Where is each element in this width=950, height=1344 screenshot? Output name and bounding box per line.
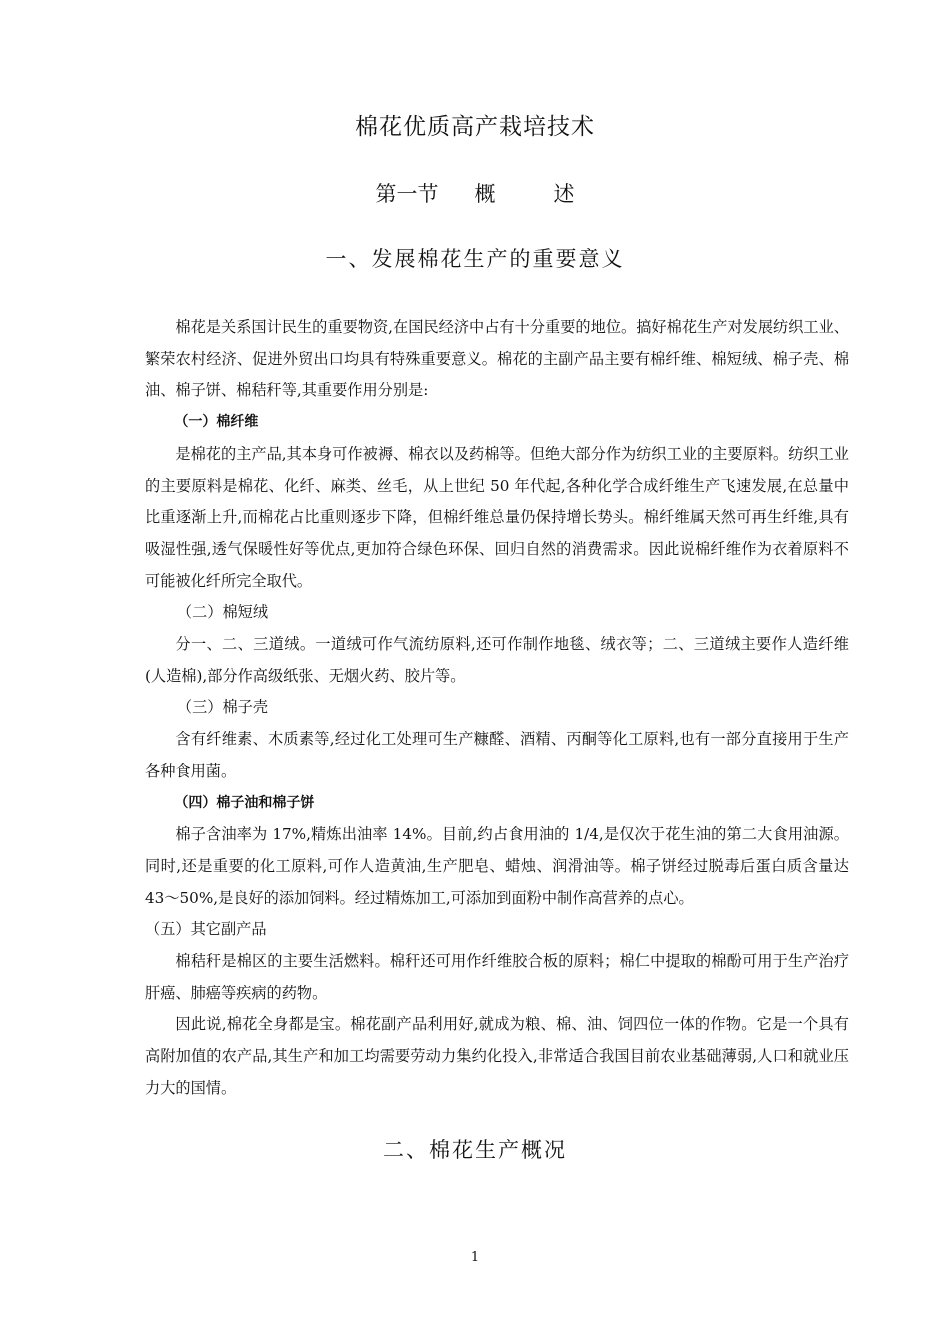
heading-importance: 一、发展棉花生产的重要意义 — [325, 247, 625, 271]
item-heading-hull: （三）棉子壳 — [176, 698, 269, 717]
heading-overview: 二、棉花生产概况 — [383, 1138, 567, 1162]
intro-paragraph: 棉花是关系国计民生的重要物资,在国民经济中占有十分重要的地位。搞好棉花生产对发展纺织工业、繁荣农村经济、促进外贸出口均具有特殊重要意义。棉花的主副产品主要有棉纤维、棉短绒、棉子壳、棉油、棉子饼、棉秸秆等,其重要作用分别是: — [145, 318, 849, 400]
section-word-1: 概 — [474, 182, 496, 206]
item-text-oil-cake: 棉子含油率为 17%,精炼出油率 14%。目前,约占食用油的 1/4,是仅次于花生油的第二大食用油源。同时,还是重要的化工原料,可作人造黄油,生产肥皂、蜡烛、润滑油等。棉子饼经过脱毒后蛋白质含量达 43～50%,是良好的添加饲料。经过精炼加工,可添加到面粉中制作高营养的点心。 — [145, 825, 849, 907]
conclusion-paragraph: 因此说,棉花全身都是宝。棉花副产品利用好,就成为粮、棉、油、饲四位一体的作物。它是一个具有高附加值的农产品,其生产和加工均需要劳动力集约化投入,非常适合我国目前农业基础薄弱,人口和就业压力大的国情。 — [145, 1015, 849, 1097]
document-title: 棉花优质高产栽培技术 — [355, 114, 595, 140]
item-heading-other: （五）其它副产品 — [145, 920, 267, 939]
item-text-other: 棉秸秆是棉区的主要生活燃料。棉秆还可用作纤维胶合板的原料；棉仁中提取的棉酚可用于生产治疗肝癌、肺癌等疾病的药物。 — [145, 952, 849, 1002]
item-text-linter: 分一、二、三道绒。一道绒可作气流纺原料,还可作制作地毯、绒衣等；二、三道绒主要作人造纤维(人造棉),部分作高级纸张、无烟火药、胶片等。 — [145, 635, 849, 685]
page-number: 1 — [470, 1250, 480, 1265]
body-text — [145, 312, 849, 1105]
item-heading-linter: （二）棉短绒 — [176, 603, 269, 622]
section-word-2: 述 — [553, 182, 575, 206]
item-heading-fiber: （一）棉纤维 — [174, 414, 259, 431]
section-label: 第一节 — [375, 182, 439, 206]
item-heading-oil-cake: （四）棉子油和棉子饼 — [174, 794, 315, 811]
item-text-hull: 含有纤维素、木质素等,经过化工处理可生产糠醛、酒精、丙酮等化工原料,也有一部分直接用于生产各种食用菌。 — [145, 730, 849, 780]
section-heading — [0, 178, 950, 208]
item-text-fiber: 是棉花的主产品,其本身可作被褥、棉衣以及药棉等。但绝大部分作为纺织工业的主要原料。纺织工业的主要原料是棉花、化纤、麻类、丝毛，从上世纪 50 年代起,各种化学合成纤维生产飞速发展,在总量中比重逐渐上升,而棉花占比重则逐步下降，但棉纤维总量仍保持增长势头。棉纤维属天然可再生纤维,具有吸湿性强,透气保暖性好等优点,更加符合绿色环保、回归自然的消费需求。因此说棉纤维作为衣着原料不可能被化纤所完全取代。 — [145, 444, 849, 590]
